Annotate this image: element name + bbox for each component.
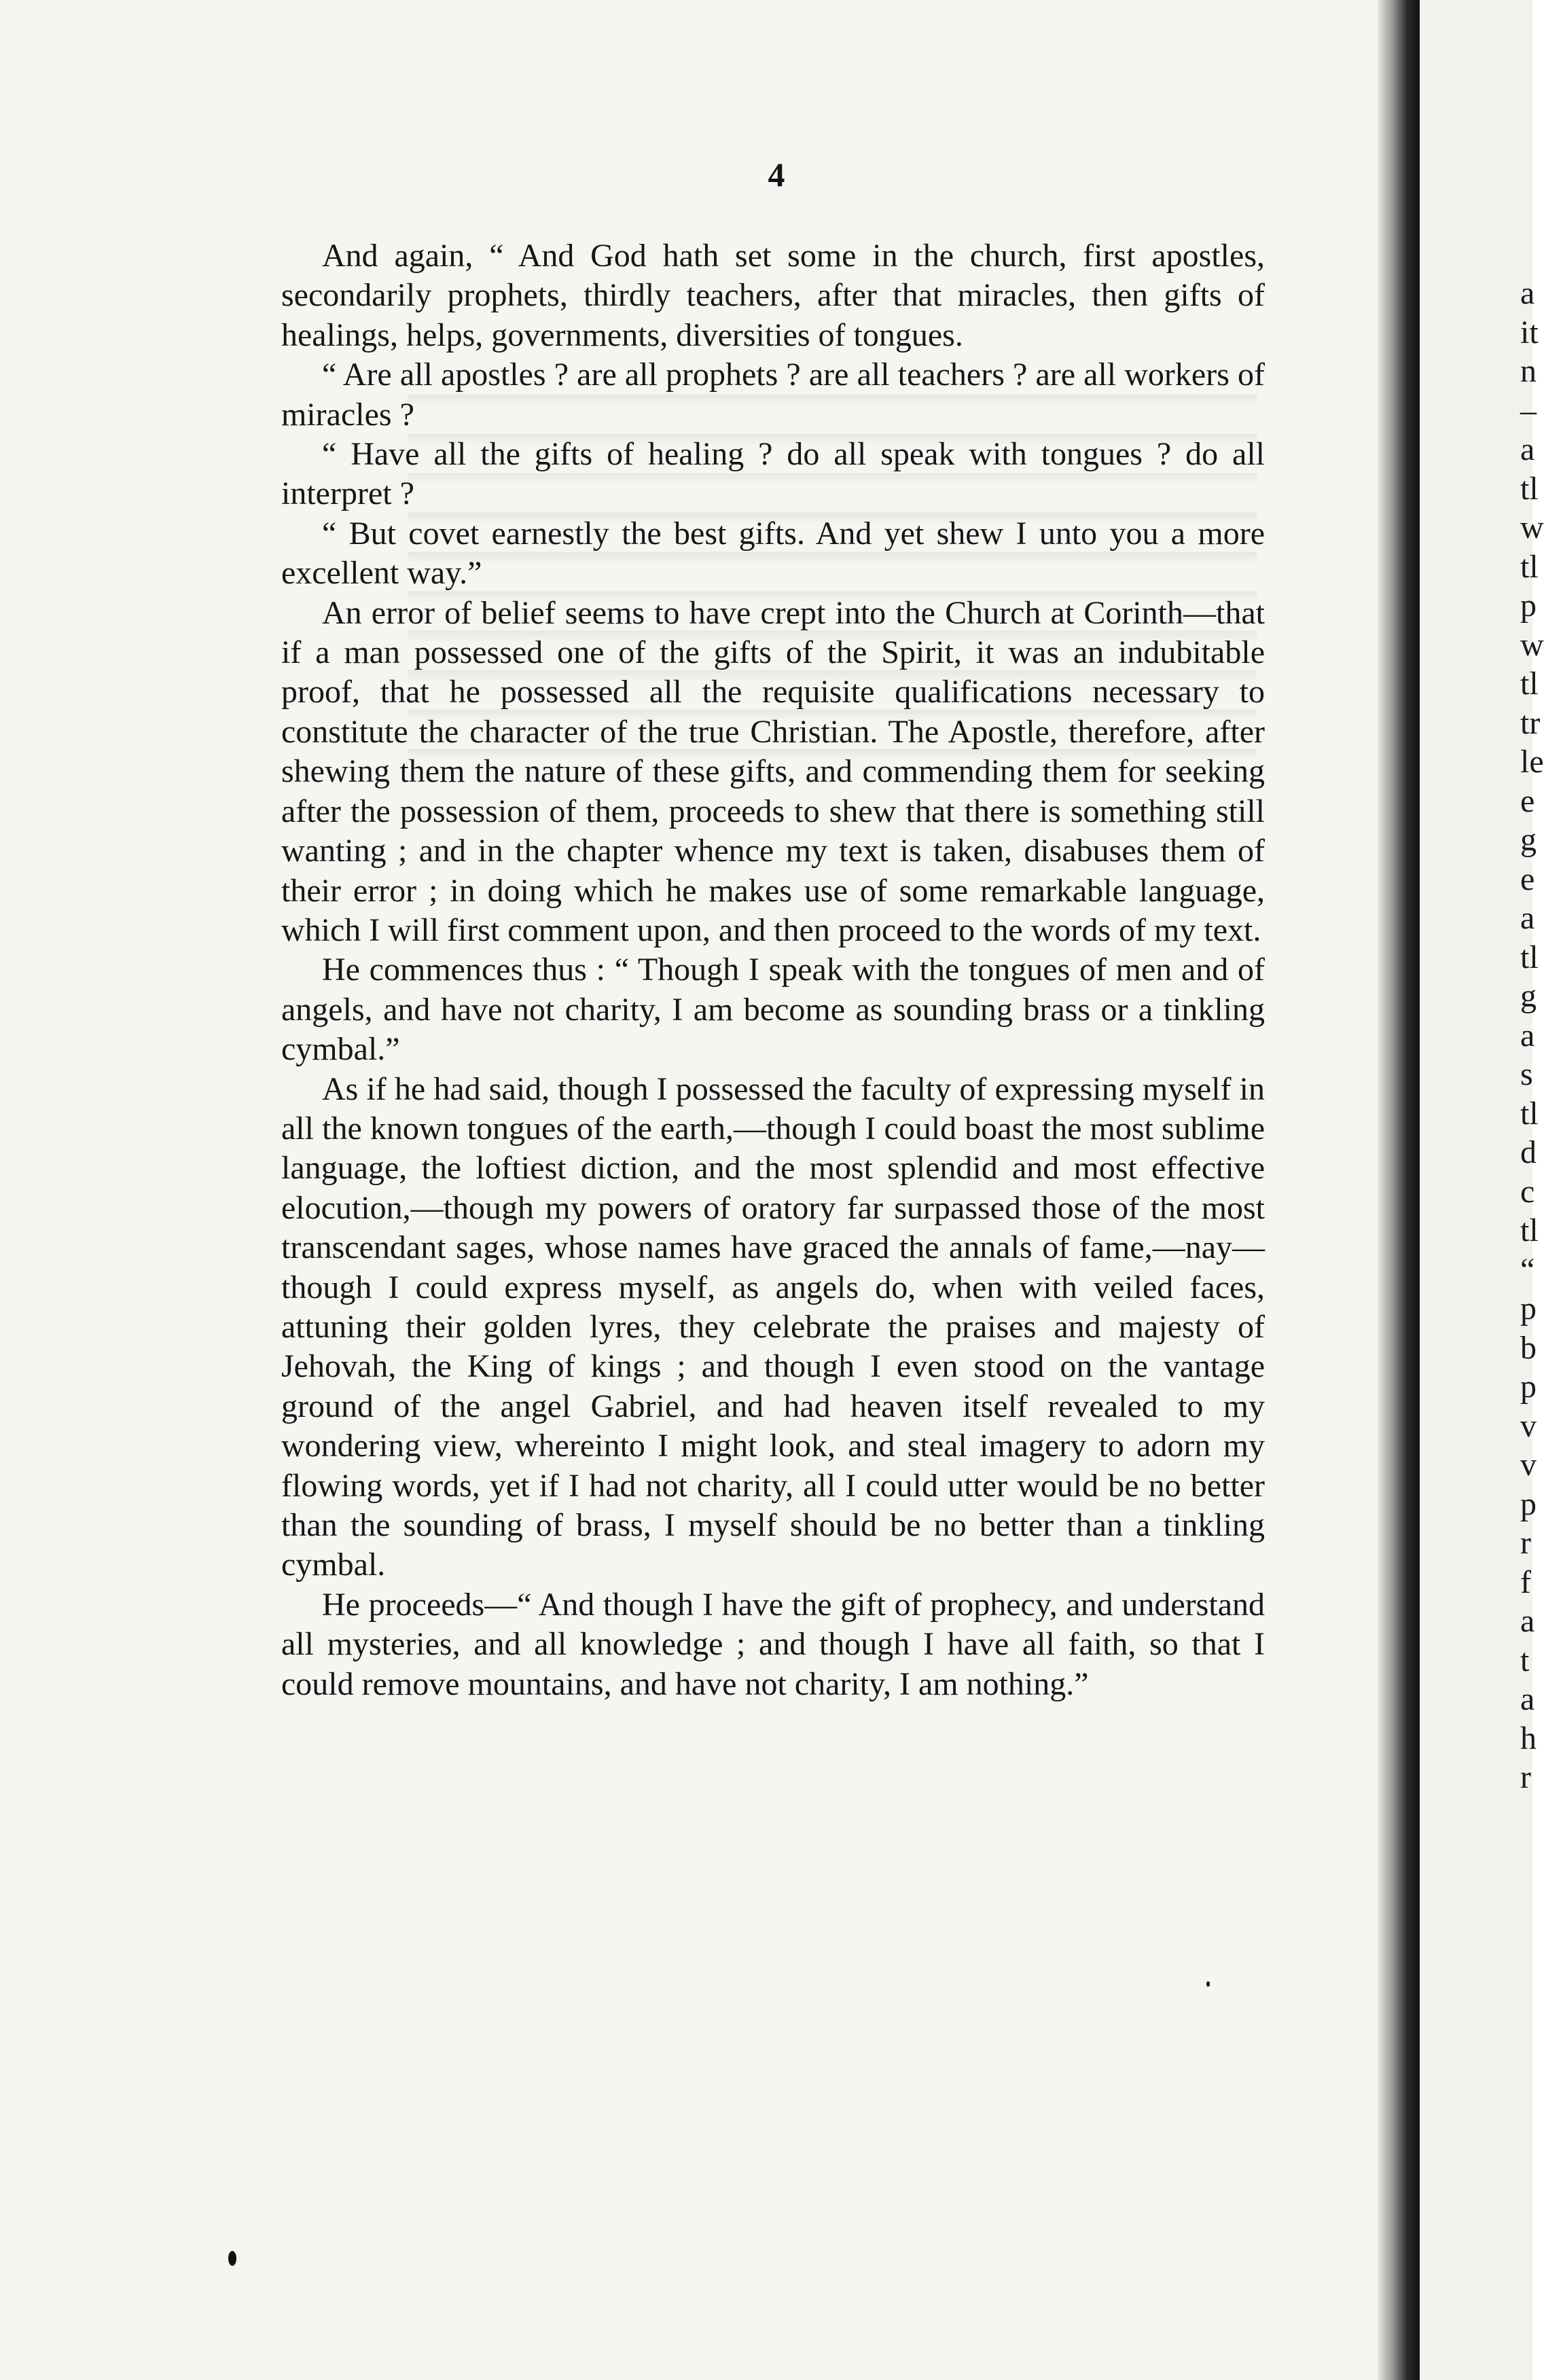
facing-page-fragment: r xyxy=(1520,1525,1531,1561)
facing-page-fragment: e xyxy=(1520,782,1535,819)
facing-page-fragment: c xyxy=(1520,1173,1535,1210)
facing-page-fragment: a xyxy=(1520,431,1535,467)
facing-page-fragment: a xyxy=(1520,1681,1535,1717)
facing-page-fragment: a xyxy=(1520,1603,1535,1639)
facing-page-fragment: a xyxy=(1520,900,1535,936)
facing-page-fragment: v xyxy=(1520,1447,1537,1483)
facing-page-fragment: d xyxy=(1520,1134,1537,1170)
facing-page-fragment: a xyxy=(1520,1017,1535,1053)
paragraph-2: “ Are all apostles ? are all prophets ? are all teachers ? are all workers of miracles ? xyxy=(281,357,1265,433)
paragraph-3: “ Have all the gifts of healing ? do all speak with tongues ? do all interpret ? xyxy=(281,436,1265,512)
body-text xyxy=(281,236,1265,1704)
facing-page-fragment: h xyxy=(1520,1720,1537,1756)
paragraph-4: “ But covet earnestly the best gifts. And yet shew I unto you a more excellent way.” xyxy=(281,515,1265,592)
facing-page-fragment: tl xyxy=(1520,1212,1539,1248)
facing-page-fragment: a xyxy=(1520,275,1535,311)
facing-page-fragment: g xyxy=(1520,978,1537,1014)
facing-page-fragment: it xyxy=(1520,314,1539,350)
facing-page-fragment: tr xyxy=(1520,704,1541,741)
facing-page-fragment: w xyxy=(1520,626,1544,663)
ink-speck xyxy=(1206,1981,1210,1987)
facing-page-fragment: f xyxy=(1520,1564,1531,1600)
facing-page-fragment: n xyxy=(1520,353,1537,389)
facing-page-fragment: p xyxy=(1520,1369,1537,1405)
facing-page-fragment: r xyxy=(1520,1759,1531,1795)
facing-page-fragment: e xyxy=(1520,861,1535,897)
paragraph-5: An error of belief seems to have crept into the Church at Corinth—that if a man possessed one of the gifts of the Spirit, it was an indubitable proof, that he possessed all the requisite qualifications necessary to constitute the character of the true Christian. The Apostle, therefore, after shewing them the nature of these gifts, and commending them for seeking after the possession of them, proceeds to shew that there is something still wanting ; and in the chapter whence my text is taken, disabuses them of their error ; in doing which he makes use of some remarkable language, which I will first comment upon, and then proceed to the words of my text. xyxy=(281,594,1265,948)
paragraph-8: He proceeds—“ And though I have the gift of prophecy, and understand all mysteries, and all knowledge ; and though I have all faith, so that I could remove mountains, and have not charity, I am nothing.” xyxy=(281,1586,1265,1702)
facing-page-fragment: tl xyxy=(1520,666,1539,702)
facing-page-fragment: le xyxy=(1520,744,1544,780)
book-page-right-edge xyxy=(1420,0,1544,2380)
book-spine-gutter xyxy=(1378,0,1420,2380)
paragraph-7: As if he had said, though I possessed the faculty of expressing myself in all the known tongues of the earth,—though I could boast the most sublime language, the loftiest diction, and the most splendid and most effective elocution,—though my powers of oratory far surpassed those of the most transcendant sages, whose names have graced the annals of fame,—nay—though I could express myself, as angels do, when with veiled faces, attuning their golden lyres, they celebrate the praises and majesty of Jehovah, the King of kings ; and though I even stood on the vantage ground of the angel Gabriel, and had heaven itself revealed to my wondering view, whereinto I might look, and steal imagery to adorn my flowing words, yet if I had not charity, all I could utter would be no better than the sounding of brass, I myself should be no better than a tinkling cymbal. xyxy=(281,1070,1265,1583)
paragraph-1: And again, “ And God hath set some in the church, first apostles, secondarily prophets, thirdly teachers, after that miracles, then gifts of healings, helps, governments, diversities of tongues. xyxy=(281,238,1265,353)
page-number: 4 xyxy=(768,156,785,194)
facing-page-fragment: “ xyxy=(1520,1251,1535,1288)
facing-page-fragment: tl xyxy=(1520,1095,1539,1132)
facing-page-fragment: tl xyxy=(1520,470,1539,507)
facing-page-fragment: b xyxy=(1520,1329,1537,1366)
facing-page-fragment: p xyxy=(1520,1485,1537,1522)
facing-page-fragment: p xyxy=(1520,588,1537,624)
ink-speck xyxy=(228,2251,236,2266)
facing-page-fragment: – xyxy=(1520,392,1537,429)
paragraph-6: He commences thus : “ Though I speak with the tongues of men and of angels, and have not charity, I am become as sounding brass or a tinkling cymbal.” xyxy=(281,952,1265,1068)
facing-page-fragment: g xyxy=(1520,822,1537,858)
facing-page-fragment: s xyxy=(1520,1056,1533,1092)
facing-page-fragment: w xyxy=(1520,509,1544,545)
facing-page-fragment: t xyxy=(1520,1642,1530,1678)
facing-page-fragment: v xyxy=(1520,1407,1537,1444)
facing-page-fragment: tl xyxy=(1520,939,1539,975)
facing-page-fragment: tl xyxy=(1520,548,1539,585)
facing-page-fragment: p xyxy=(1520,1291,1537,1327)
